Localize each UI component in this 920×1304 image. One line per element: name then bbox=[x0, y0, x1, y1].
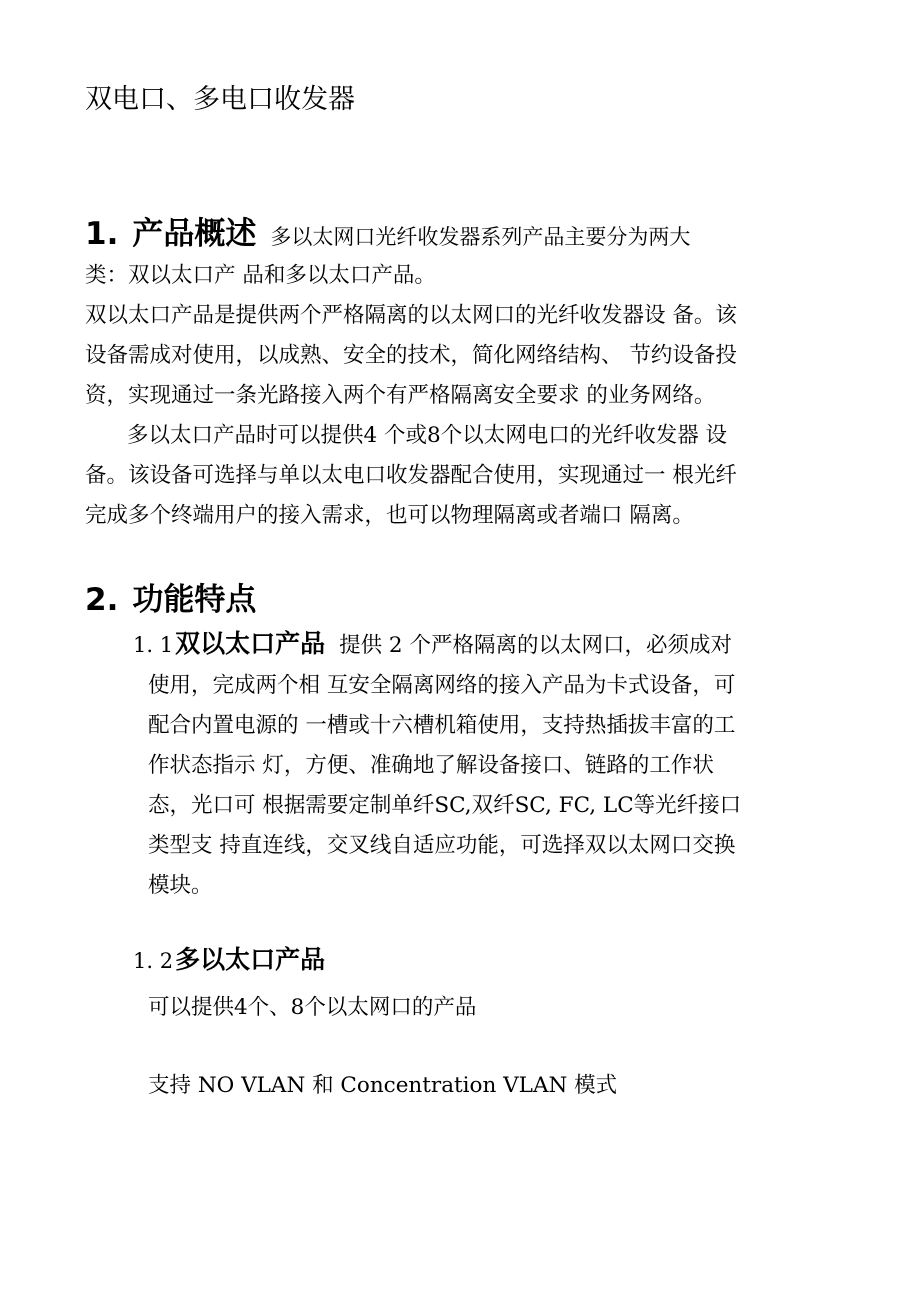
section-1-line-2: 类：双以太口产 品和多以太口产品。 bbox=[85, 263, 436, 288]
subsection-1-1-line-7: 模块。 bbox=[148, 873, 213, 898]
document-title: 双电口、多电口收发器 bbox=[85, 84, 355, 115]
section-1-line-8: 完成多个终端用户的接入需求，也可以物理隔离或者端口 隔离。 bbox=[85, 503, 694, 528]
subsection-1-1-line-6: 类型支 持直连线，交叉线自适应功能，可选择双以太网口交换 bbox=[148, 833, 736, 858]
subsection-1-1-line-3: 配合内置电源的 一槽或十六槽机箱使用，支持热插拔丰富的工 bbox=[148, 713, 736, 738]
subsection-1-1-line-2: 使用，完成两个相 互安全隔离网络的接入产品为卡式设备，可 bbox=[148, 673, 736, 698]
section-1-heading-line bbox=[85, 208, 690, 253]
section-1-heading: 产品概述 bbox=[132, 216, 257, 252]
subsection-1-1-line-5: 态，光口可 根据需要定制单纤SC,双纤SC, FC, LC等光纤接口 bbox=[148, 793, 742, 818]
subsection-1-1-heading-line bbox=[133, 630, 732, 660]
subsection-1-2-line-1: 可以提供4个、8个以太网口的产品 bbox=[148, 995, 477, 1020]
subsection-1-1-title: 双以太口产品 bbox=[175, 629, 326, 658]
section-2-heading-line bbox=[85, 574, 256, 619]
section-1-line-6: 多以太口产品时可以提供4 个或8个以太网电口的光纤收发器 设 bbox=[127, 423, 728, 448]
section-2-number: 2. bbox=[85, 582, 119, 618]
subsection-1-2-heading-line bbox=[133, 946, 325, 976]
subsection-1-2-line-2: 支持 NO VLAN 和 Concentration VLAN 模式 bbox=[148, 1073, 618, 1098]
section-1-line-7: 备。该设备可选择与单以太电口收发器配合使用，实现通过一 根光纤 bbox=[85, 463, 737, 488]
subsection-1-2-number: 1. 2 bbox=[133, 949, 174, 973]
section-1-line-1: 多以太网口光纤收发器系列产品主要分为两大 bbox=[270, 225, 691, 249]
subsection-1-1-line-4: 作状态指示 灯，方便、准确地了解设备接口、链路的工作状 bbox=[148, 753, 714, 778]
section-1-line-4: 设备需成对使用，以成熟、安全的技术，简化网络结构、 节约设备投 bbox=[85, 343, 737, 368]
section-1-line-3: 双以太口产品是提供两个严格隔离的以太网口的光纤收发器设 备。该 bbox=[85, 303, 737, 328]
section-1-line-5: 资，实现通过一条光路接入两个有严格隔离安全要求 的业务网络。 bbox=[85, 383, 716, 408]
subsection-1-1-number: 1. 1 bbox=[133, 633, 174, 657]
subsection-1-2-title: 多以太口产品 bbox=[175, 945, 326, 974]
section-2-heading: 功能特点 bbox=[132, 582, 257, 618]
subsection-1-1-line-1: 提供 2 个严格隔离的以太网口，必须成对 bbox=[339, 633, 732, 658]
section-1-number: 1. bbox=[85, 216, 119, 252]
